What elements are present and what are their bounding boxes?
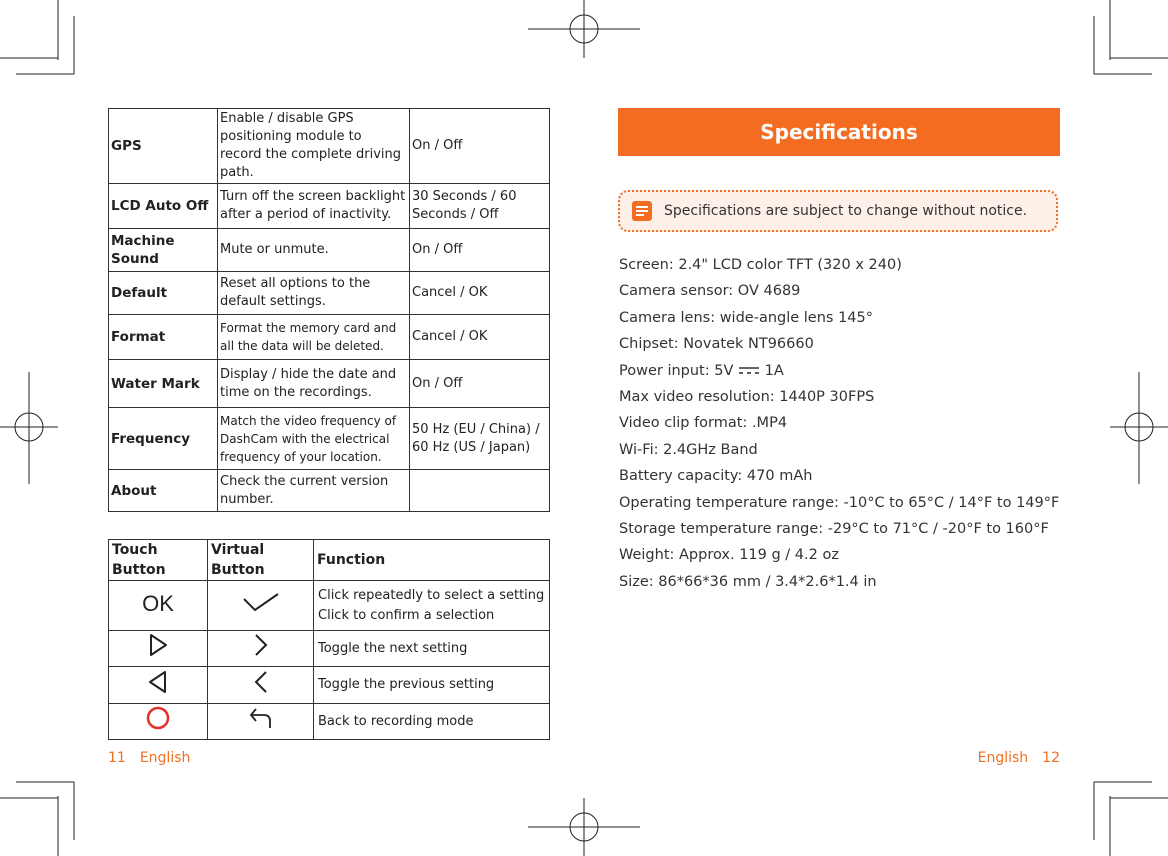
table-row [109, 408, 550, 470]
left-triangle-icon [146, 669, 170, 695]
function-text: Toggle the next setting [318, 640, 468, 656]
setting-description: Turn off the screen backlight after a period of inactivity. [218, 184, 410, 229]
table-row [109, 229, 550, 272]
setting-description: Mute or unmute. [218, 229, 410, 272]
chevron-left-icon [251, 669, 271, 695]
setting-options: On / Off [410, 360, 550, 408]
setting-options: Cancel / OK [410, 315, 550, 360]
virtual-button-cell [208, 704, 314, 740]
ok-text-icon: OK [142, 590, 174, 616]
language-label: English [139, 750, 191, 766]
table-row [109, 704, 550, 740]
column-header: Function [314, 540, 550, 581]
specifications-title: Specifications [618, 108, 1060, 156]
chevron-right-icon [251, 632, 271, 658]
function-text: Click to confirm a selection [318, 607, 495, 623]
setting-options [410, 470, 550, 512]
notice-text: Specifications are subject to change without notice. [664, 203, 1028, 219]
virtual-button-cell [208, 667, 314, 704]
spec-item: Size: 86*66*36 mm / 3.4*2.6*1.4 in [619, 573, 877, 590]
language-label: English [977, 750, 1029, 766]
setting-name: About [109, 470, 218, 512]
setting-description: Check the current version number. [218, 470, 410, 512]
button-function-table [108, 539, 550, 740]
touch-button-cell [109, 667, 208, 704]
spec-item: Battery capacity: 470 mAh [619, 468, 813, 485]
column-header: Touch Button [109, 540, 208, 581]
notice-box [618, 190, 1058, 232]
spec-item: Wi-Fi: 2.4GHz Band [619, 441, 758, 458]
spec-item: Screen: 2.4" LCD color TFT (320 x 240) [619, 257, 902, 273]
spec-item: Operating temperature range: -10°C to 65°C / 14°F to 149°F [619, 494, 1060, 511]
table-row [109, 360, 550, 408]
function-text: Click repeatedly to select a setting [318, 587, 545, 603]
setting-description: Format the memory card and all the data will be deleted. [218, 315, 410, 360]
setting-name: Machine Sound [109, 229, 218, 272]
spec-item: Weight: Approx. 119 g / 4.2 oz [619, 547, 839, 564]
play-right-triangle-icon [146, 632, 170, 658]
table-row [109, 184, 550, 229]
back-arrow-icon [248, 705, 274, 731]
column-header: Virtual Button [208, 540, 314, 581]
function-text: Back to recording mode [318, 713, 474, 729]
setting-options: 50 Hz (EU / China) / 60 Hz (US / Japan) [410, 408, 550, 470]
spec-item: Camera sensor: OV 4689 [619, 283, 801, 300]
setting-name: Frequency [109, 408, 218, 470]
touch-button-cell [109, 581, 208, 631]
setting-name: Default [109, 272, 218, 315]
spec-item-power [619, 358, 1059, 384]
table-row [109, 581, 550, 631]
setting-name: GPS [109, 109, 218, 184]
page-footer-left [108, 750, 190, 766]
setting-options: Cancel / OK [410, 272, 550, 315]
spec-item: Max video resolution: 1440P 30FPS [619, 389, 875, 406]
function-cell [314, 704, 550, 740]
setting-name: LCD Auto Off [109, 184, 218, 229]
touch-button-cell [109, 704, 208, 740]
spec-item: Chipset: Novatek NT96660 [619, 336, 814, 353]
function-text: Toggle the previous setting [318, 677, 495, 692]
power-current: 1A [764, 362, 784, 379]
checkmark-icon [241, 590, 281, 614]
setting-options: On / Off [410, 229, 550, 272]
virtual-button-cell [208, 631, 314, 667]
touch-button-cell [109, 631, 208, 667]
note-icon [632, 201, 652, 221]
table-row [109, 272, 550, 315]
spec-item: Camera lens: wide-angle lens 145° [619, 309, 874, 326]
function-cell [314, 581, 550, 631]
setting-description: Enable / disable GPS positioning module to record the complete driving path. [218, 109, 410, 184]
page-footer-right [978, 750, 1060, 766]
table-row [109, 470, 550, 512]
function-cell [314, 667, 550, 704]
table-row [109, 109, 550, 184]
virtual-button-cell [208, 581, 314, 631]
setting-name: Water Mark [109, 360, 218, 408]
function-cell [314, 631, 550, 667]
table-row [109, 315, 550, 360]
spec-list [619, 252, 1059, 595]
red-circle-icon [145, 705, 171, 731]
setting-description: Match the video frequency of DashCam with the electrical frequency of your location. [218, 408, 410, 470]
setting-description: Reset all options to the default settings. [218, 272, 410, 315]
page-number: 11 [108, 750, 126, 766]
dc-symbol-icon [738, 365, 760, 377]
spec-item: Video clip format: .MP4 [619, 415, 788, 432]
table-row [109, 667, 550, 704]
page-number: 12 [1042, 750, 1060, 766]
setting-description: Display / hide the date and time on the recordings. [218, 360, 410, 408]
setting-options: 30 Seconds / 60 Seconds / Off [410, 184, 550, 229]
setting-name: Format [109, 315, 218, 360]
table-header-row [109, 540, 550, 581]
settings-table [108, 108, 550, 512]
setting-options: On / Off [410, 109, 550, 184]
spec-item: Storage temperature range: -29°C to 71°C / -20°F to 160°F [619, 521, 1049, 538]
power-label: Power input: 5V [619, 362, 734, 379]
table-row [109, 631, 550, 667]
